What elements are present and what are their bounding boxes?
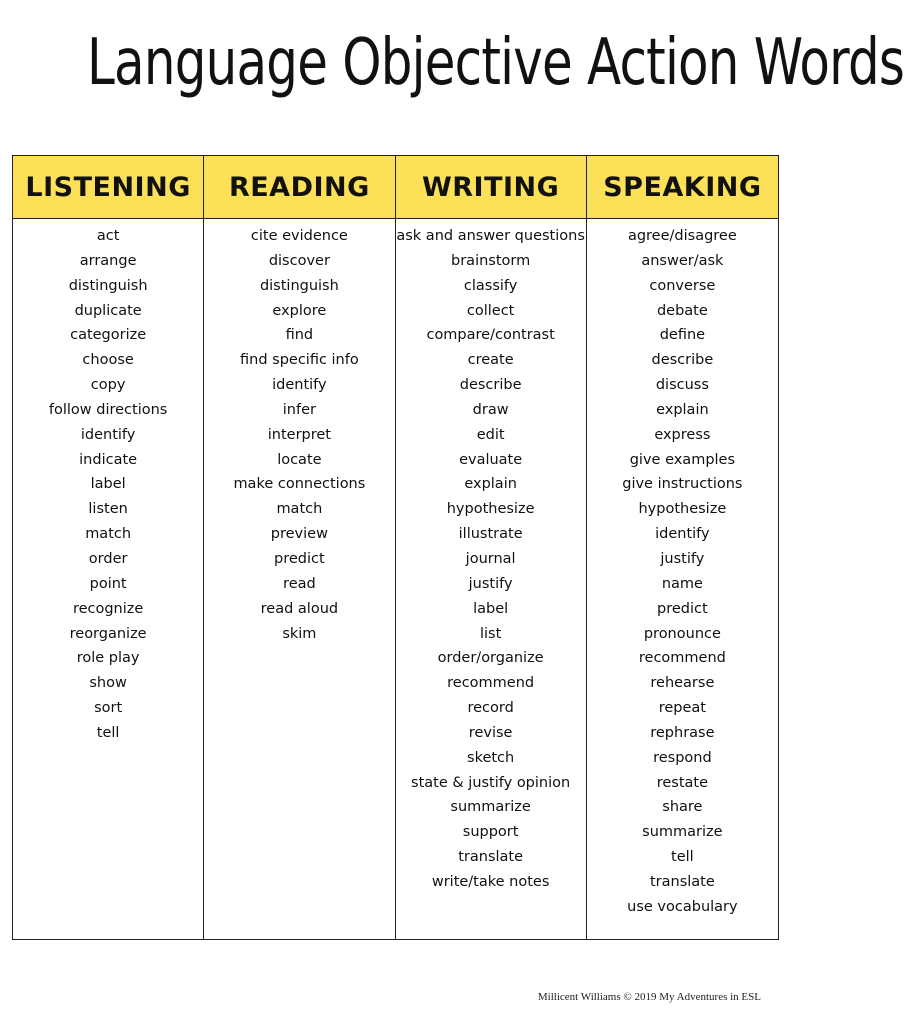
header-reading: READING xyxy=(204,156,395,219)
list-item: hypothesize xyxy=(638,501,727,518)
list-item: sketch xyxy=(467,749,515,766)
list-item: listen xyxy=(88,501,128,518)
list-item: explore xyxy=(272,302,327,319)
list-item: record xyxy=(467,700,514,717)
list-item: distinguish xyxy=(68,277,148,294)
column-reading xyxy=(204,219,395,939)
list-item: choose xyxy=(82,352,134,369)
list-item: discuss xyxy=(655,377,709,394)
list-item: write/take notes xyxy=(431,873,550,890)
list-item: justify xyxy=(660,550,705,567)
list-item: discover xyxy=(268,252,330,269)
list-item: read aloud xyxy=(260,600,339,617)
list-item: explain xyxy=(656,401,709,418)
list-item: label xyxy=(473,600,509,617)
list-item: answer/ask xyxy=(641,252,724,269)
list-item: create xyxy=(467,352,514,369)
list-item: duplicate xyxy=(74,302,142,319)
list-item: point xyxy=(89,575,127,592)
list-item: tell xyxy=(671,849,694,866)
list-item: repeat xyxy=(658,700,706,717)
list-item: indicate xyxy=(79,451,138,468)
header-writing: WRITING xyxy=(396,156,587,219)
list-item: copy xyxy=(90,377,126,394)
list-item: match xyxy=(276,501,323,518)
list-item: order xyxy=(88,550,128,567)
list-item: match xyxy=(85,526,132,543)
list-item: make connections xyxy=(233,476,366,493)
list-item: order/organize xyxy=(437,650,544,667)
list-item: recommend xyxy=(638,650,726,667)
list-item: show xyxy=(89,675,127,692)
list-item: classify xyxy=(463,277,518,294)
column-writing xyxy=(396,219,587,939)
list-item: predict xyxy=(274,550,325,567)
list-item: locate xyxy=(277,451,322,468)
list-item: express xyxy=(654,426,711,443)
list-item: skim xyxy=(282,625,317,642)
list-item: identify xyxy=(272,377,327,394)
list-item: find specific info xyxy=(240,352,359,369)
list-item: preview xyxy=(270,526,328,543)
list-item: list xyxy=(479,625,502,642)
list-item: describe xyxy=(459,377,522,394)
list-item: justify xyxy=(468,575,513,592)
list-item: distinguish xyxy=(259,277,339,294)
list-item: tell xyxy=(96,724,120,741)
list-item: give examples xyxy=(629,451,736,468)
word-list-reading xyxy=(204,224,394,646)
list-item: identify xyxy=(655,526,710,543)
list-item: describe xyxy=(651,352,714,369)
list-item: explain xyxy=(464,476,517,493)
list-item: rehearse xyxy=(650,675,715,692)
list-item: state & justify opinion xyxy=(411,774,571,791)
list-item: give instructions xyxy=(622,476,743,493)
list-item: cite evidence xyxy=(250,228,348,244)
list-item: agree/disagree xyxy=(627,228,737,244)
list-item: restate xyxy=(656,774,709,791)
list-item: find xyxy=(285,327,314,344)
list-item: converse xyxy=(649,277,716,294)
list-item: hypothesize xyxy=(446,501,535,518)
list-item: support xyxy=(462,824,519,841)
list-item: define xyxy=(659,327,706,344)
list-item: infer xyxy=(282,401,316,418)
list-item: categorize xyxy=(70,327,147,344)
list-item: recognize xyxy=(72,600,144,617)
list-item: follow directions xyxy=(48,401,168,418)
list-item: label xyxy=(90,476,126,493)
list-item: share xyxy=(662,799,703,816)
page-title: Language Objective Action Words xyxy=(87,26,904,100)
list-item: arrange xyxy=(79,252,137,269)
list-item: role play xyxy=(76,650,140,667)
list-item: recommend xyxy=(447,675,535,692)
list-item: ask and answer questions xyxy=(396,228,585,244)
list-item: revise xyxy=(468,724,513,741)
list-item: translate xyxy=(458,849,524,866)
list-item: pronounce xyxy=(643,625,721,642)
list-item: edit xyxy=(476,426,505,443)
header-speaking: SPEAKING xyxy=(587,156,778,219)
column-speaking xyxy=(587,219,778,939)
list-item: act xyxy=(96,228,120,244)
list-item: evaluate xyxy=(459,451,523,468)
list-item: read xyxy=(283,575,316,592)
word-list-listening xyxy=(13,224,203,746)
list-item: summarize xyxy=(450,799,531,816)
header-listening: LISTENING xyxy=(13,156,204,219)
list-item: draw xyxy=(472,401,509,418)
list-item: translate xyxy=(649,873,715,890)
list-item: sort xyxy=(94,700,123,717)
word-list-writing xyxy=(396,224,586,895)
list-item: interpret xyxy=(267,426,331,443)
list-item: reorganize xyxy=(69,625,147,642)
list-item: compare/contrast xyxy=(426,327,555,344)
list-item: collect xyxy=(466,302,515,319)
list-item: rephrase xyxy=(650,724,715,741)
list-item: journal xyxy=(465,550,516,567)
list-item: predict xyxy=(657,600,708,617)
list-item: debate xyxy=(656,302,708,319)
list-item: identify xyxy=(80,426,136,443)
word-table xyxy=(12,155,779,940)
list-item: name xyxy=(661,575,703,592)
list-item: brainstorm xyxy=(451,252,531,269)
list-item: summarize xyxy=(642,824,723,841)
column-listening xyxy=(13,219,204,939)
word-list-speaking xyxy=(587,224,778,920)
list-item: use vocabulary xyxy=(627,898,738,915)
list-item: illustrate xyxy=(458,526,523,543)
copyright-footer: Millicent Williams © 2019 My Adventures in ESL xyxy=(537,991,761,1003)
list-item: respond xyxy=(653,749,712,766)
